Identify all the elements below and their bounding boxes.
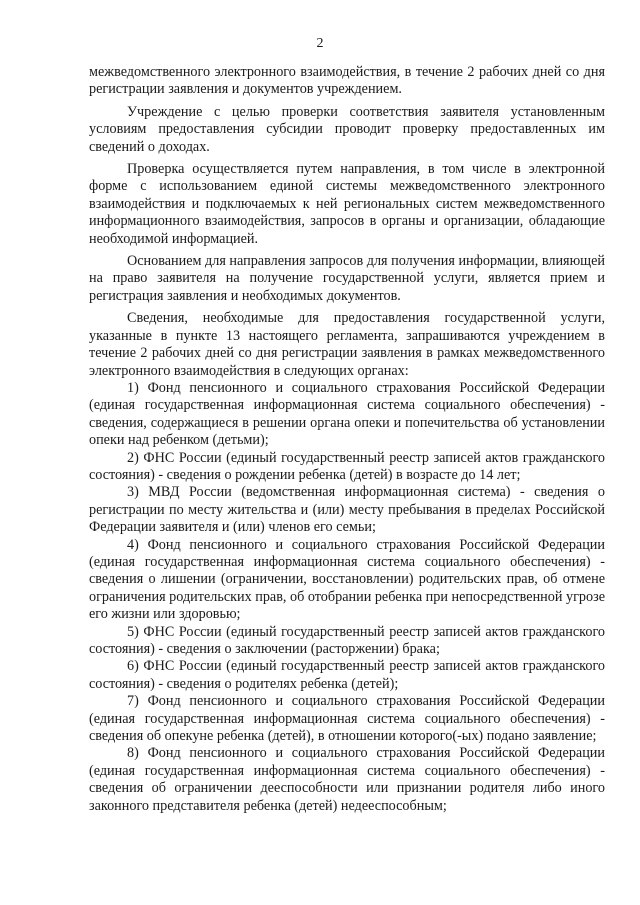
paragraph-income-check: Учреждение с целью проверки соответствия заявителя установленным условиям предоставления субсидии проводит проверку предоставленных им сведений о доходах. — [89, 103, 605, 155]
page-number: 2 — [316, 36, 324, 51]
paragraph-request-basis: Основанием для направления запросов для получения информации, влияющей на право заявителя на получение государственной услуги, является прием и регистрация заявления и необходимых документов. — [89, 253, 605, 304]
list-item-7: 7) Фонд пенсионного и социального страхования Российской Федерации (единая государственная информационная система социального обеспечения) - сведения об опекуне ребенка (детей), в отношении которого(-ых) подано заявление; — [89, 693, 605, 745]
list-item-3: 3) МВД России (ведомственная информационная система) - сведения о регистрации по месту жительства и (или) месту пребывания в пределах Российской Федерации заявителя и (или) членов его семьи; — [89, 484, 605, 536]
paragraph-requested-info: Сведения, необходимые для предоставления государственной услуги, указанные в пункте 13 настоящего регламента, запрашиваются учреждением в течение 2 рабочих дней со дня регистрации заявления в рамках межведомственного электронного взаимодействия в следующих органах: — [89, 310, 605, 379]
list-item-8: 8) Фонд пенсионного и социального страхования Российской Федерации (единая государственная информационная система социального обеспечения) - сведения об ограничении дееспособности или признании родителя либо иного законного представителя ребенка (детей) недееспособным; — [89, 745, 605, 814]
paragraph-continuation: межведомственного электронного взаимодействия, в течение 2 рабочих дней со дня регистрации заявления и документов учреждением. — [89, 64, 605, 98]
list-item-5: 5) ФНС России (единый государственный реестр записей актов гражданского состояния) - сведения о заключении (расторжении) брака; — [89, 623, 605, 657]
paragraph-request-method: Проверка осуществляется путем направления, в том числе в электронной форме с использованием единой системы межведомственного электронного взаимодействия и подключаемых к ней региональных систем межведомственного информационного взаимодействия, запросов в органы и организации, обладающие необходимой информацией. — [89, 161, 605, 247]
list-item-4: 4) Фонд пенсионного и социального страхования Российской Федерации (единая государственная информационная система социального обеспечения) - сведения о лишении (ограничении, восстановлении) родительских прав, об отмене ограничения родительских прав, об отобрании ребенка при непосредственной угрозе его жизни или здоровью; — [89, 536, 605, 623]
list-item-6: 6) ФНС России (единый государственный реестр записей актов гражданского состояния) - сведения о родителях ребенка (детей); — [89, 658, 605, 692]
list-item-2: 2) ФНС России (единый государственный реестр записей актов гражданского состояния) - сведения о рождении ребенка (детей) в возрасте до 14 лет; — [89, 449, 605, 483]
list-item-1: 1) Фонд пенсионного и социального страхования Российской Федерации (единая государственная информационная система социального обеспечения) - сведения, содержащиеся в решении органа опеки и попечительства об установлении опеки над ребенком (детьми); — [89, 379, 605, 449]
document-body — [89, 64, 605, 815]
